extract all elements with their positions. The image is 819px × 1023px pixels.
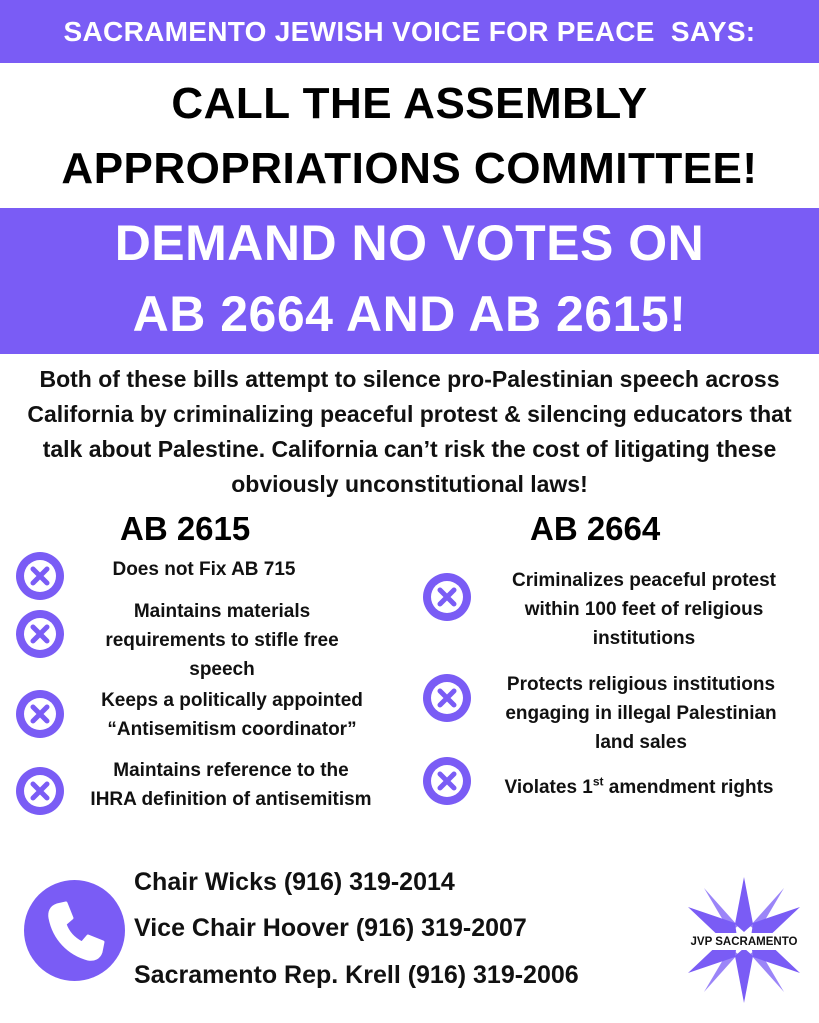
- x-circle-icon: [423, 757, 471, 805]
- headline-line-2: APPROPRIATIONS COMMITTEE!: [61, 144, 758, 193]
- ab2615-title: AB 2615: [120, 510, 251, 547]
- x-circle-icon: [16, 610, 64, 658]
- headline-line-1: CALL THE ASSEMBLY: [171, 79, 648, 128]
- x-circle-icon: [423, 573, 471, 621]
- phone-icon: [24, 880, 125, 981]
- x-circle-icon: [423, 674, 471, 722]
- ab2615-item-3: Keeps a politically appointed “Antisemitism coordinator”: [101, 690, 363, 740]
- ab2664-item-1: Criminalizes peaceful protest within 100 feet of religious institutions: [512, 570, 776, 649]
- ab2664-item-3: Violates 1st amendment rights: [504, 774, 774, 798]
- x-circle-icon: [16, 690, 64, 738]
- banner-text: SACRAMENTO JEWISH VOICE FOR PEACE SAYS:: [63, 15, 756, 47]
- intro-paragraph: Both of these bills attempt to silence pro-Palestinian speech across California by criminalizing peaceful protest & silencing educators that talk about Palestine. California can’t risk the cost of litigating these obviously unconstitutional laws!: [27, 366, 792, 497]
- ab2615-item-1: Does not Fix AB 715: [112, 559, 296, 580]
- top-banner: [0, 0, 819, 63]
- demand-line-1: DEMAND NO VOTES ON: [114, 215, 705, 271]
- contact-vice-chair: Vice Chair Hoover (916) 319-2007: [134, 914, 527, 942]
- contact-rep: Sacramento Rep. Krell (916) 319-2006: [134, 961, 579, 989]
- contact-chair: Chair Wicks (916) 319-2014: [134, 868, 455, 896]
- demand-line-2: AB 2664 AND AB 2615!: [132, 286, 687, 342]
- ab2615-item-2: Maintains materials requirements to stifle free speech: [105, 601, 339, 680]
- x-circle-icon: [16, 767, 64, 815]
- ab2664-title: AB 2664: [530, 510, 661, 547]
- ab2664-item-2: Protects religious institutions engaging in illegal Palestinian land sales: [505, 674, 777, 753]
- x-circle-icon: [16, 552, 64, 600]
- ab2615-item-4: Maintains reference to the IHRA definition of antisemitism: [90, 760, 372, 810]
- logo-label: JVP SACRAMENTO: [689, 933, 799, 950]
